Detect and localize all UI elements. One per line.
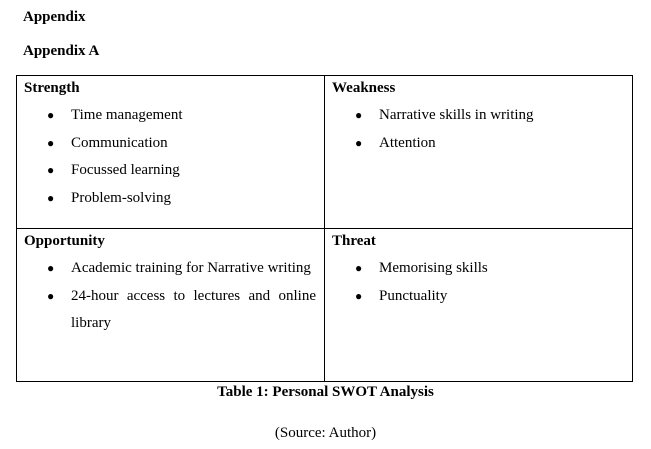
swot-row-top xyxy=(17,76,633,229)
opportunity-title: Opportunity xyxy=(24,233,105,249)
appendix-heading: Appendix xyxy=(23,9,86,25)
weakness-list xyxy=(332,102,624,157)
strength-title: Strength xyxy=(24,80,80,96)
list-item: ● Punctuality xyxy=(332,283,624,311)
weakness-cell xyxy=(325,76,633,229)
list-item: ● Attention xyxy=(332,130,624,158)
list-item: ● 24-hour access to lectures and online library xyxy=(24,283,316,338)
list-item: ● Problem-solving xyxy=(24,185,316,213)
list-item: ● Narrative skills in writing xyxy=(332,102,624,130)
list-item: ● Memorising skills xyxy=(332,255,624,283)
strength-cell xyxy=(17,76,325,229)
appendix-a-heading: Appendix A xyxy=(23,43,100,59)
list-item: ● Time management xyxy=(24,102,316,130)
list-item: ● Focussed learning xyxy=(24,157,316,185)
table-caption: Table 1: Personal SWOT Analysis xyxy=(217,384,434,400)
opportunity-list xyxy=(24,255,316,338)
threat-title: Threat xyxy=(332,233,376,249)
list-item: ● Communication xyxy=(24,130,316,158)
threat-list xyxy=(332,255,624,310)
strength-list xyxy=(24,102,316,212)
swot-table xyxy=(16,75,633,382)
threat-cell xyxy=(325,229,633,382)
list-item: ● Academic training for Narrative writing xyxy=(24,255,316,283)
table-source: (Source: Author) xyxy=(274,425,377,441)
swot-row-bottom xyxy=(17,229,633,382)
opportunity-cell xyxy=(17,229,325,382)
weakness-title: Weakness xyxy=(332,80,396,96)
